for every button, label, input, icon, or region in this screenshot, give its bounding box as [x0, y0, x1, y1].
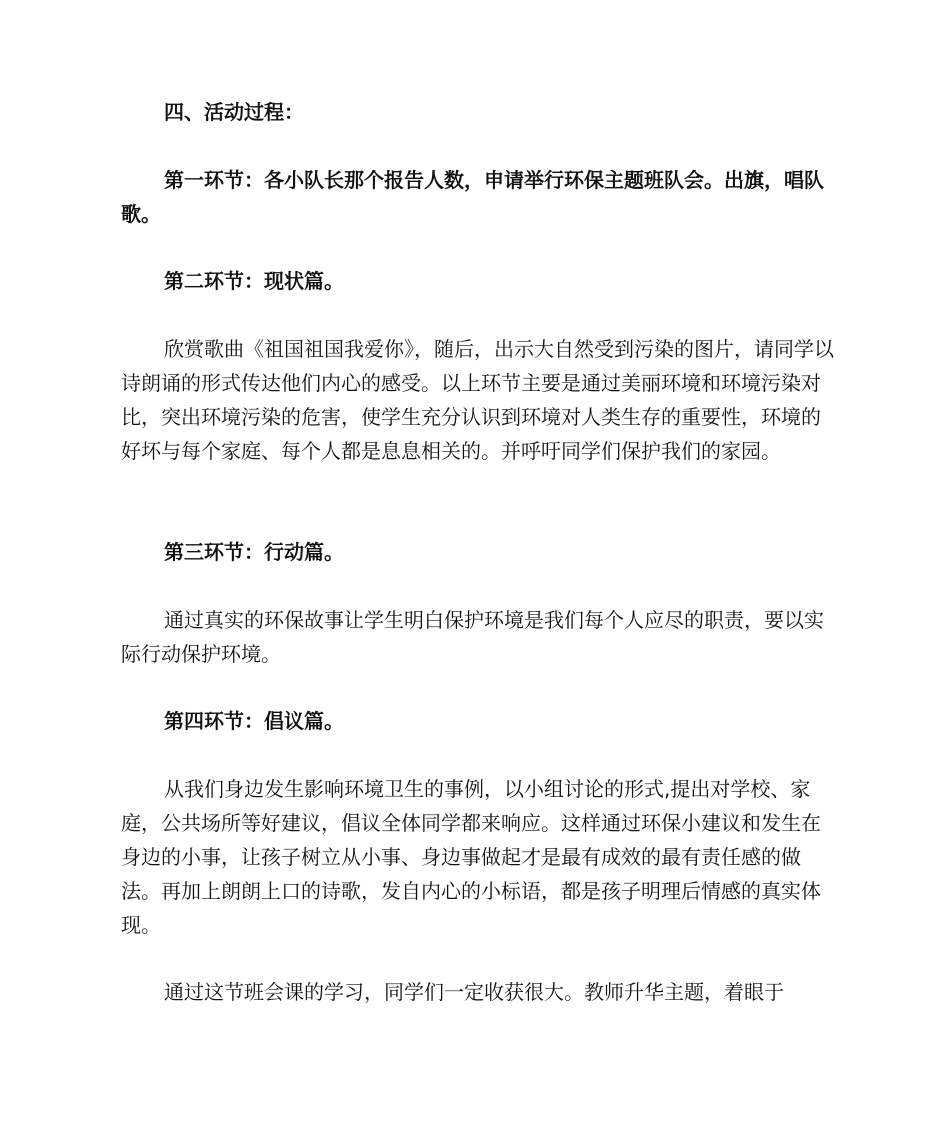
step-two-heading: 第二环节：现状篇。	[164, 269, 344, 293]
conclusion-paragraph: 通过这节班会课的学习，同学们一定收获很大。教师升华主题，着眼于	[164, 980, 784, 1004]
step-four-heading: 第四环节：倡议篇。	[164, 709, 344, 733]
step-three-body: 通过真实的环保故事让学生明白保护环境是我们每个人应尽的职责，要以实际行动保护环境。	[121, 608, 824, 666]
step-three-heading: 第三环节：行动篇。	[164, 540, 344, 564]
section-heading-activity-process: 四、活动过程：	[164, 100, 304, 124]
step-one-heading: 第一环节：各小队长那个报告人数，申请举行环保主题班队会。出旗，唱队歌。	[121, 168, 824, 226]
step-four-body: 从我们身边发生影响环境卫生的事例，以小组讨论的形式,提出对学校、家庭，公共场所等好建议，倡议全体同学都来响应。这样通过环保小建议和发生在身边的小事，让孩子树立从小事、身边事做起才是最有成效的最有责任感的做法。再加上朗朗上口的诗歌，发自内心的小标语，都是孩子明理后情感的真实体现。	[121, 777, 821, 937]
step-two-body: 欣赏歌曲《祖国祖国我爱你》，随后，出示大自然受到污染的图片，请同学以诗朗诵的形式传达他们内心的感受。以上环节主要是通过美丽环境和环境污染对比，突出环境污染的危害，使学生充分认识到环境对人类生存的重要性，环境的好坏与每个家庭、每个人都是息息相关的。并呼吁同学们保护我们的家园。	[121, 337, 834, 463]
